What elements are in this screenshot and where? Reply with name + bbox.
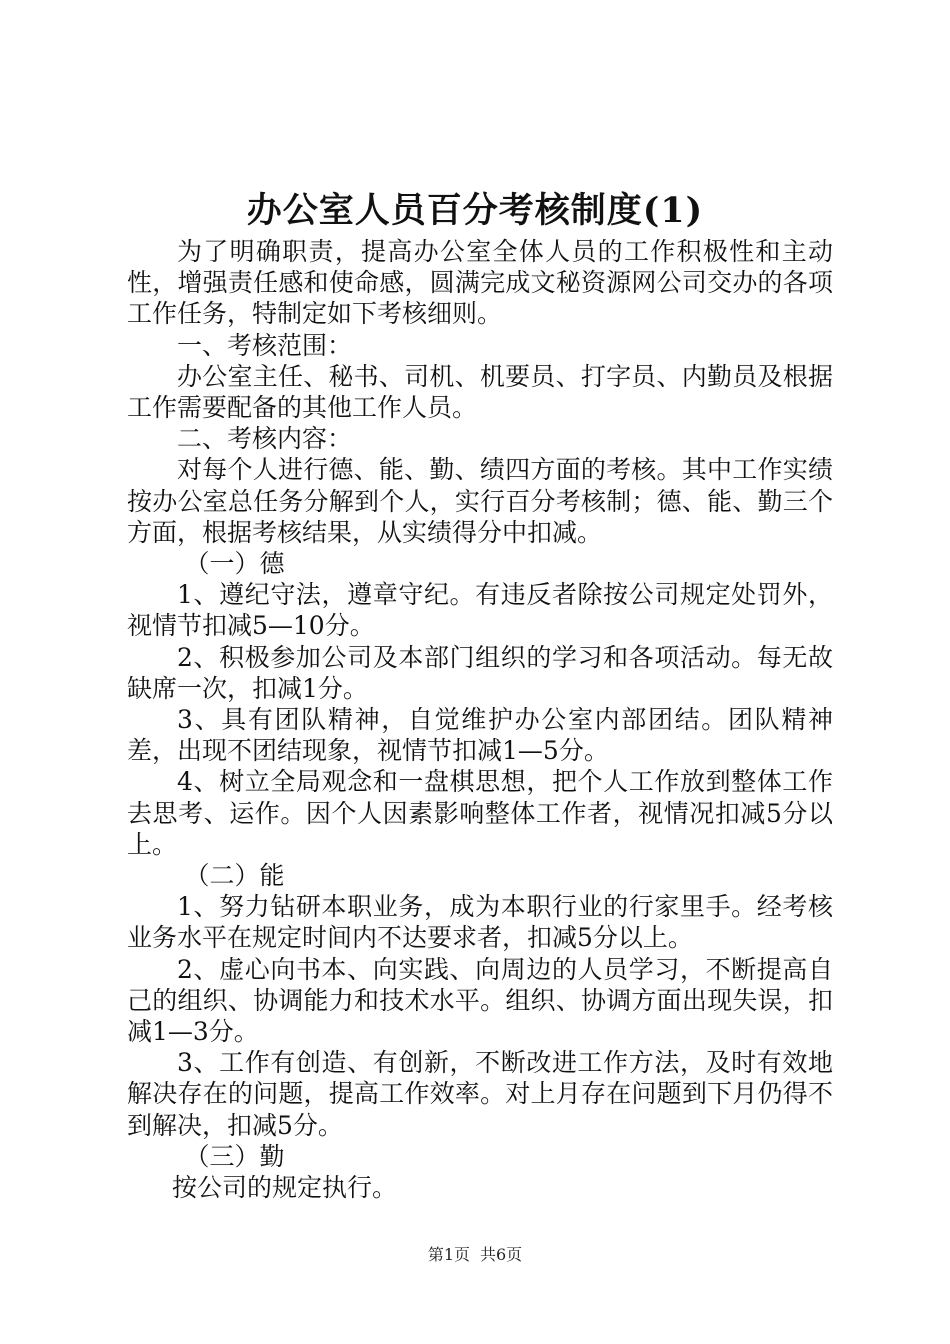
subsection-heading-neng: （二）能	[184, 861, 285, 891]
page-number: 第1页	[427, 1245, 470, 1264]
intro-paragraph: 为了明确职责，提高办公室全体人员的工作积极性和主动性，增强责任感和使命感，圆满完成文秘资源网公司交办的各项工作任务，特制定如下考核细则。	[127, 237, 833, 329]
de-item-1: 1、遵纪守法，遵章守纪。有违反者除按公司规定处罚外，视情节扣减5—10分。	[127, 580, 833, 641]
content-paragraph: 对每个人进行德、能、勤、绩四方面的考核。其中工作实绩按办公室总任务分解到个人，实行百分考核制；德、能、勤三个方面，根据考核结果，从实绩得分中扣减。	[127, 455, 833, 547]
section-heading-scope: 一、考核范围：	[177, 330, 353, 360]
page-footer	[0, 1244, 950, 1266]
de-item-4: 4、树立全局观念和一盘棋思想，把个人工作放到整体工作去思考、运作。因个人因素影响整体工作者，视情况扣减5分以上。	[127, 767, 833, 859]
subsection-heading-de: （一）德	[184, 549, 285, 579]
de-item-3: 3、具有团队精神，自觉维护办公室内部团结。团队精神差，出现不团结现象，视情节扣减1—5分。	[127, 705, 833, 766]
neng-item-2: 2、虚心向书本、向实践、向周边的人员学习，不断提高自己的组织、协调能力和技术水平。组织、协调方面出现失误，扣减1—3分。	[127, 954, 833, 1047]
qin-paragraph: 按公司的规定执行。	[172, 1173, 398, 1203]
de-item-2: 2、积极参加公司及本部门组织的学习和各项活动。每无故缺席一次，扣减1分。	[127, 642, 833, 703]
scope-paragraph: 办公室主任、秘书、司机、机要员、打字员、内勤员及根据工作需要配备的其他工作人员。	[127, 361, 833, 423]
section-heading-content: 二、考核内容：	[177, 424, 353, 454]
document-body	[127, 236, 833, 1203]
page-total: 共6页	[480, 1245, 523, 1264]
subsection-heading-qin: （三）勤	[184, 1141, 285, 1171]
neng-item-1: 1、努力钻研本职业务，成为本职行业的行家里手。经考核业务水平在规定时间内不达要求者，扣减5分以上。	[127, 892, 833, 953]
page-title: 办公室人员百分考核制度(1)	[246, 190, 704, 231]
neng-item-3: 3、工作有创造、有创新，不断改进工作方法，及时有效地解决存在的问题，提高工作效率。对上月存在问题到下月仍得不到解决，扣减5分。	[127, 1048, 833, 1140]
